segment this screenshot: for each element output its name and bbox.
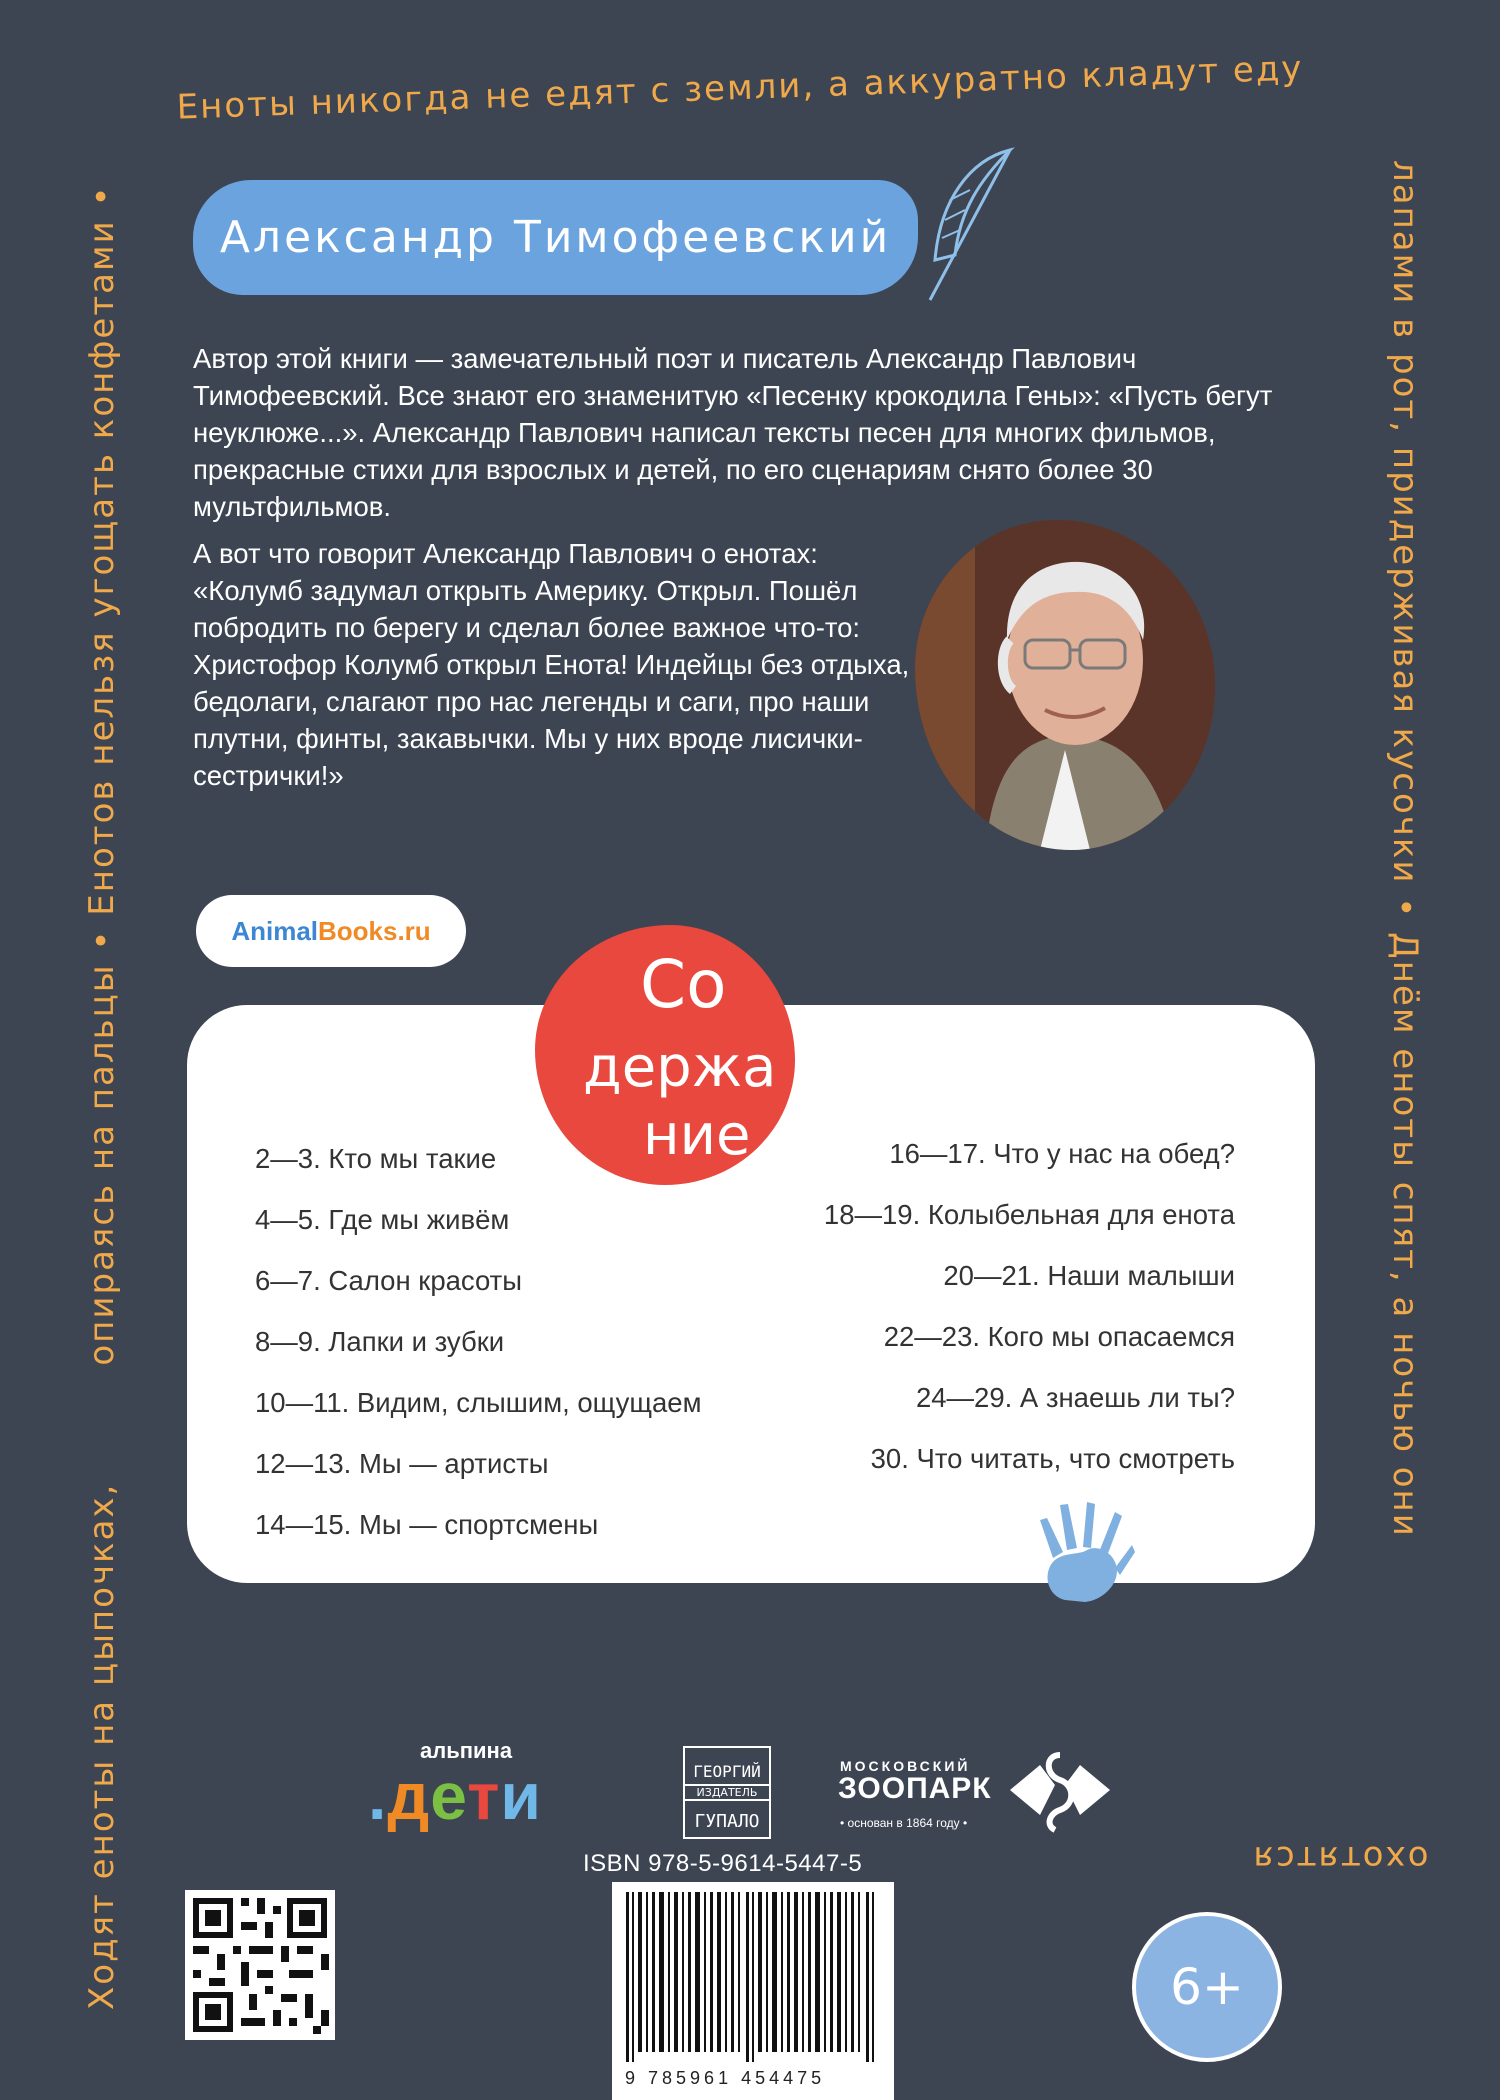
- age-rating-badge: 6+: [1132, 1912, 1282, 2062]
- contents-item: 22—23. Кого мы опасаемся: [883, 1321, 1235, 1352]
- contents-item: 30. Что читать, что смотреть: [870, 1443, 1235, 1474]
- svg-text:ГЕОРГИЙ: ГЕОРГИЙ: [693, 1762, 761, 1781]
- contents-list-left: [255, 1140, 815, 1567]
- feather-icon: [910, 140, 1030, 310]
- contents-list-right: [755, 1135, 1235, 1501]
- contents-item: 10—11. Видим, слышим, ощущаем: [255, 1387, 702, 1418]
- isbn: ISBN 978-5-9614-5447-5: [583, 1850, 863, 1877]
- alpina-letter: д: [387, 1759, 431, 1833]
- website-part-2: Books.ru: [318, 915, 431, 946]
- border-text-top: Еноты никогда не едят с земли, а аккуратно кладут еду: [175, 48, 1305, 128]
- border-text-bottom: охотятся: [1251, 1838, 1429, 1878]
- zoo-logo-small: МОСКОВСКИЙ: [840, 1758, 971, 1774]
- author-banner: [193, 180, 918, 295]
- contents-heading-line-2: держа: [583, 1035, 777, 1100]
- swan-logo-icon: [1000, 1745, 1120, 1835]
- contents-item: 2—3. Кто мы такие: [255, 1143, 497, 1174]
- alpina-letter: т: [467, 1759, 501, 1833]
- website-part-1: Animal: [231, 915, 318, 946]
- contents-item: 12—13. Мы — артисты: [255, 1448, 549, 1479]
- author-biography: Автор этой книги — замечательный поэт и писатель Александр Павлович Тимофеевский. Все знают его знаменитую «Песенку крокодила Гены»: «Пусть бегут неуклюже...». Александр Павлович написал тексты песен для многих фильмов, прекрасные стихи для взрослых и детей, по его сценариям снято более 30 мультфильмов.: [193, 343, 1273, 522]
- alpina-deti-logo: [368, 1758, 542, 1834]
- barcode-digits: 9 785961 454475: [625, 2068, 826, 2088]
- author-portrait-image: [915, 520, 1215, 850]
- qr-code[interactable]: [185, 1890, 335, 2040]
- svg-text:ИЗДАТЕЛЬ: ИЗДАТЕЛЬ: [696, 1786, 758, 1799]
- border-text-right: лапами в рот, придерживая кусочки • Днём еноты спят, а ночью они: [1385, 160, 1425, 1538]
- raccoon-paw-icon: [1035, 1500, 1135, 1605]
- alpina-logo-small: альпина: [420, 1738, 513, 1763]
- contents-item: 6—7. Салон красоты: [255, 1265, 523, 1296]
- barcode-bars: [612, 1882, 894, 2062]
- author-photo: [915, 520, 1215, 850]
- gupalo-publisher-logo: [682, 1745, 772, 1840]
- contents-item: 16—17. Что у нас на обед?: [889, 1138, 1235, 1169]
- contents-item: 8—9. Лапки и зубки: [255, 1326, 505, 1357]
- contents-item: 24—29. А знаешь ли ты?: [915, 1382, 1235, 1413]
- contents-item: 20—21. Наши малыши: [943, 1260, 1235, 1291]
- website-link[interactable]: [196, 895, 466, 967]
- zoo-logo-big: ЗООПАРК: [838, 1772, 992, 1805]
- alpina-letter: е: [430, 1759, 468, 1833]
- contents-heading-line-3: ние: [643, 1103, 751, 1168]
- zoo-founded-note: • основан в 1864 году •: [840, 1816, 968, 1830]
- svg-text:ГУПАЛО: ГУПАЛО: [694, 1811, 760, 1832]
- author-name: Александр Тимофеевский: [219, 212, 892, 263]
- alpina-letter: и: [500, 1759, 542, 1833]
- author-quote: А вот что говорит Александр Павлович о енотах: «Колумб задумал открыть Америку. Открыл. Пошёл побродить по берегу и сделал более важное что-то: Христофор Колумб открыл Енота! Индейцы без отдыха, бедолаги, слагают про нас легенды и саги, про наши плутни, финты, закавычки. Мы у них вроде лисички-сестрички!»: [193, 538, 910, 791]
- border-text-left: опираясь на пальцы • Енотов нельзя угощать конфетами •: [82, 184, 122, 1366]
- border-text-bottom-left: Ходят еноты на цыпочках,: [82, 1482, 122, 2010]
- contents-item: 4—5. Где мы живём: [255, 1204, 510, 1235]
- alpina-letter: .: [368, 1759, 388, 1833]
- contents-heading-line-1: Со: [640, 946, 727, 1023]
- contents-item: 18—19. Колыбельная для енота: [823, 1199, 1235, 1230]
- contents-item: 14—15. Мы — спортсмены: [255, 1509, 599, 1540]
